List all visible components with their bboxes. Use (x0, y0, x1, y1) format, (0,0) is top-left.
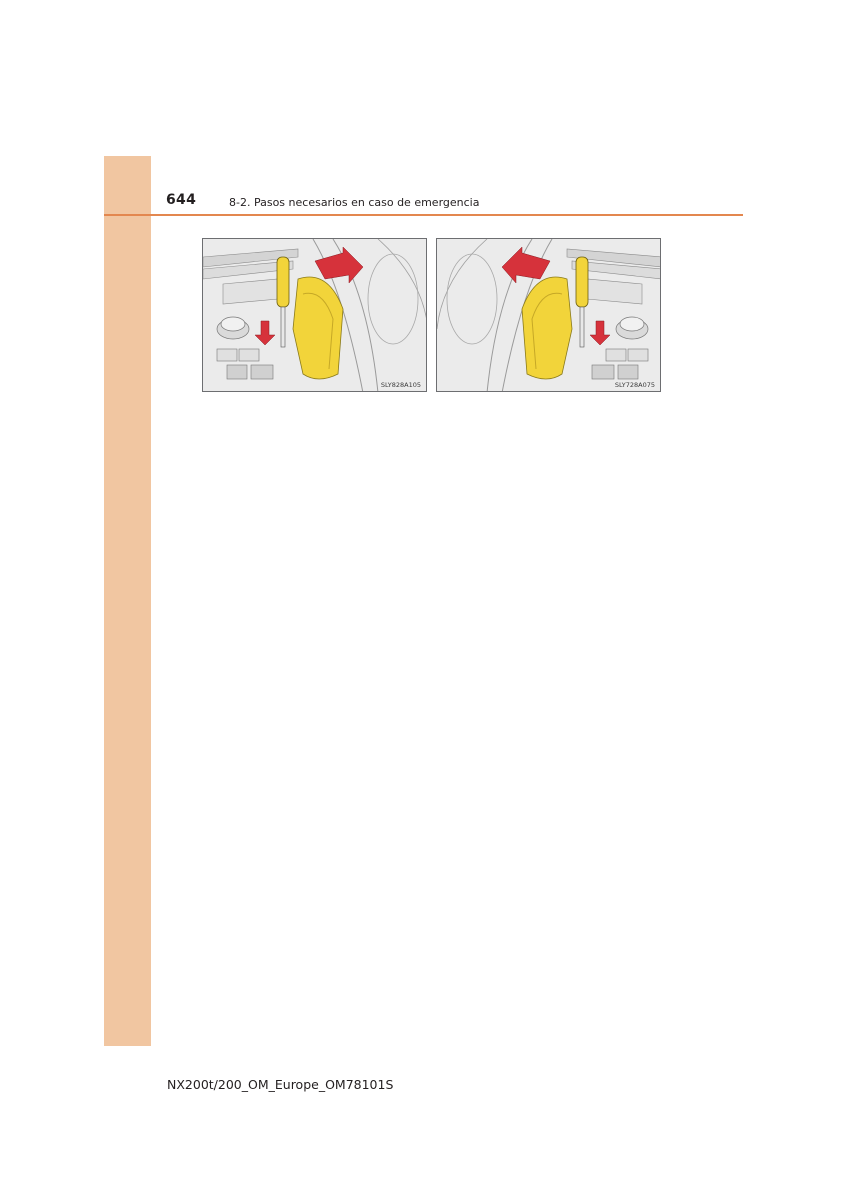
page-number: 644 (166, 192, 197, 208)
figure-code: SLY728A075 (614, 381, 655, 389)
header-divider (104, 214, 743, 216)
document-code: NX200t/200_OM_Europe_OM78101S (167, 1077, 394, 1092)
figure-shift-release-right (436, 238, 661, 392)
shift-lever-illustration-right (437, 239, 661, 392)
chapter-tab-band (104, 156, 151, 1046)
shift-lever-illustration-left (203, 239, 427, 392)
figure-code: SLY828A105 (380, 381, 421, 389)
section-title: 8-2. Pasos necesarios en caso de emergencia (229, 196, 480, 209)
figure-shift-release-left (202, 238, 427, 392)
